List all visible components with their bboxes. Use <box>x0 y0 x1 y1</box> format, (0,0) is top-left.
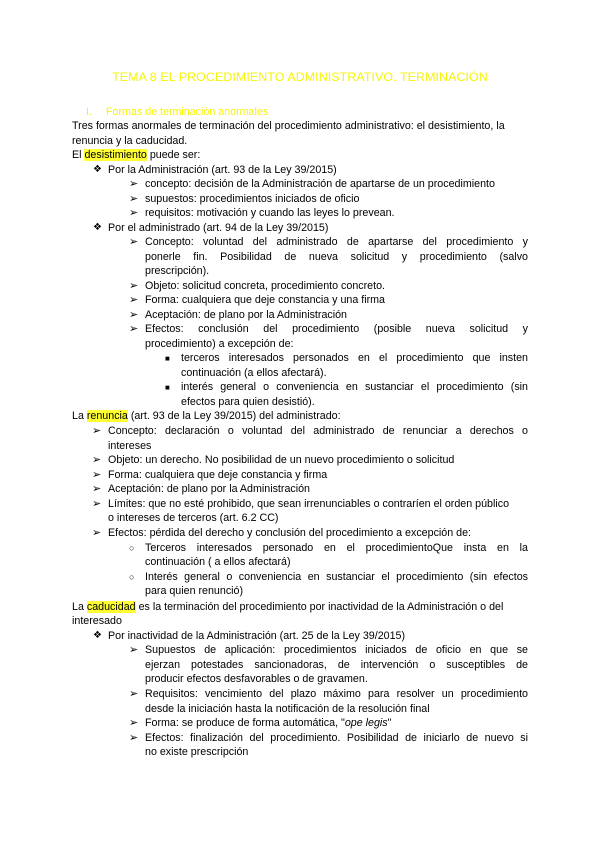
arrow-bullet-icon: ➢ <box>129 236 139 248</box>
list-item-continued: prescripción). <box>145 265 210 277</box>
list-item-continued: no existe prescripción <box>145 746 249 758</box>
list-item: supuestos: procedimientos iniciados de oficio <box>145 193 360 205</box>
list-item: Por el administrado (art. 94 de la Ley 39/2015) <box>108 222 329 234</box>
page-title: TEMA 8 EL PROCEDIMIENTO ADMINISTRATIVO. TERMINACIÓN <box>112 70 488 84</box>
renuncia-intro: La renuncia (art. 93 de la Ley 39/2015) del administrado: <box>72 410 341 422</box>
arrow-bullet-icon: ➢ <box>129 207 139 219</box>
diamond-bullet-icon: ❖ <box>93 630 102 641</box>
caducidad-intro-continued: interesado <box>72 615 122 627</box>
arrow-bullet-icon: ➢ <box>92 454 102 466</box>
list-item-continued: ponerle fin. Posibilidad de nueva solicitud y procedimiento (salvo <box>145 251 528 263</box>
list-item-continued: ejerzan potestades sancionadoras, de intervención o susceptibles de <box>145 659 528 671</box>
latin-term: ope legis <box>344 717 388 729</box>
circle-bullet-icon: ○ <box>129 543 135 553</box>
square-bullet-icon: ■ <box>165 383 170 392</box>
desistimiento-intro: El desistimiento puede ser: <box>72 149 201 161</box>
list-item: Forma: cualquiera que deje constancia y firma <box>108 469 328 481</box>
arrow-bullet-icon: ➢ <box>92 527 102 539</box>
arrow-bullet-icon: ➢ <box>129 717 139 729</box>
caducidad-intro: La caducidad es la terminación del procedimiento por inactividad de la Administración o del <box>72 601 504 613</box>
arrow-bullet-icon: ➢ <box>92 425 102 437</box>
list-item: requisitos: motivación y cuando las leyes lo prevean. <box>145 207 395 219</box>
list-item-continued: producir efectos desfavorables o de gravamen. <box>145 673 368 685</box>
section-heading: Formas de terminación anormales <box>106 106 269 118</box>
circle-bullet-icon: ○ <box>129 572 135 582</box>
diamond-bullet-icon: ❖ <box>93 164 102 175</box>
list-item: Concepto: voluntad del administrado de apartarse del procedimiento y <box>145 236 528 248</box>
list-item: Objeto: solicitud concreta, procedimiento concreto. <box>145 280 385 292</box>
arrow-bullet-icon: ➢ <box>92 483 102 495</box>
highlight-desistimiento: desistimiento <box>84 149 147 161</box>
list-item: Objeto: un derecho. No posibilidad de un nuevo procedimiento o solicitud <box>108 454 455 466</box>
list-item-continued: continuación ( a ellos afectará) <box>145 556 291 568</box>
list-item: Requisitos: vencimiento del plazo máximo para resolver un procedimiento <box>145 688 528 700</box>
arrow-bullet-icon: ➢ <box>129 294 139 306</box>
arrow-bullet-icon: ➢ <box>129 644 139 656</box>
arrow-bullet-icon: ➢ <box>129 323 139 335</box>
arrow-bullet-icon: ➢ <box>129 688 139 700</box>
section-number: I. <box>86 106 92 118</box>
arrow-bullet-icon: ➢ <box>129 732 139 744</box>
list-item: Efectos: conclusión del procedimiento (posible nueva solicitud y <box>145 323 528 335</box>
list-item-continued: o intereses de terceros (art. 6.2 CC) <box>108 512 279 524</box>
arrow-bullet-icon: ➢ <box>129 193 139 205</box>
list-item: Supuestos de aplicación: procedimientos iniciados de oficio en que se <box>145 644 528 656</box>
list-item-continued: efectos para quien desistió). <box>181 396 315 408</box>
arrow-bullet-icon: ➢ <box>129 178 139 190</box>
list-item: Forma: cualquiera que deje constancia y una firma <box>145 294 386 306</box>
intro-line: Tres formas anormales de terminación del procedimiento administrativo: el desistimiento, la <box>72 120 505 132</box>
list-item: Efectos: pérdida del derecho y conclusión del procedimiento a excepción de: <box>108 527 472 539</box>
list-item: Aceptación: de plano por la Administración <box>108 483 310 495</box>
list-item: Aceptación: de plano por la Administración <box>145 309 347 321</box>
arrow-bullet-icon: ➢ <box>129 309 139 321</box>
highlight-caducidad: caducidad <box>86 601 136 613</box>
list-item: Concepto: declaración o voluntad del administrado de renunciar a derechos o <box>108 425 528 437</box>
diamond-bullet-icon: ❖ <box>93 222 102 233</box>
list-item-continued: procedimiento) a excepción de: <box>145 338 294 350</box>
list-item: Forma: se produce de forma automática, "ope legis" <box>145 717 392 729</box>
list-item-continued: intereses <box>108 440 152 452</box>
list-item-continued: continuación (a ellos afectará). <box>181 367 327 379</box>
list-item: Efectos: finalización del procedimiento. Posibilidad de iniciarlo de nuevo si <box>145 732 528 744</box>
arrow-bullet-icon: ➢ <box>129 280 139 292</box>
list-item: Terceros interesados personado en el procedimientoQue insta en la <box>145 542 528 554</box>
intro-line: renuncia y la caducidad. <box>72 135 188 147</box>
highlight-renuncia: renuncia <box>86 410 128 422</box>
list-item: terceros interesados personados en el procedimiento que insten <box>181 352 528 364</box>
arrow-bullet-icon: ➢ <box>92 498 102 510</box>
list-item: concepto: decisión de la Administración de apartarse de un procedimiento <box>145 178 495 190</box>
list-item: Por la Administración (art. 93 de la Ley 39/2015) <box>108 164 337 176</box>
list-item-continued: desde la iniciación hasta la notificación de la resolución final <box>145 703 430 715</box>
list-item: interés general o conveniencia en sustanciar el procedimiento (sin <box>181 381 528 393</box>
list-item-continued: para quien renunció) <box>145 585 244 597</box>
list-item: Límites: que no esté prohibido, que sean irrenunciables o contraríen el orden público <box>108 498 510 510</box>
list-item: Interés general o conveniencia en sustanciar el procedimiento (sin efectos <box>145 571 528 583</box>
list-item: Por inactividad de la Administración (art. 25 de la Ley 39/2015) <box>108 630 406 642</box>
square-bullet-icon: ■ <box>165 354 170 363</box>
arrow-bullet-icon: ➢ <box>92 469 102 481</box>
